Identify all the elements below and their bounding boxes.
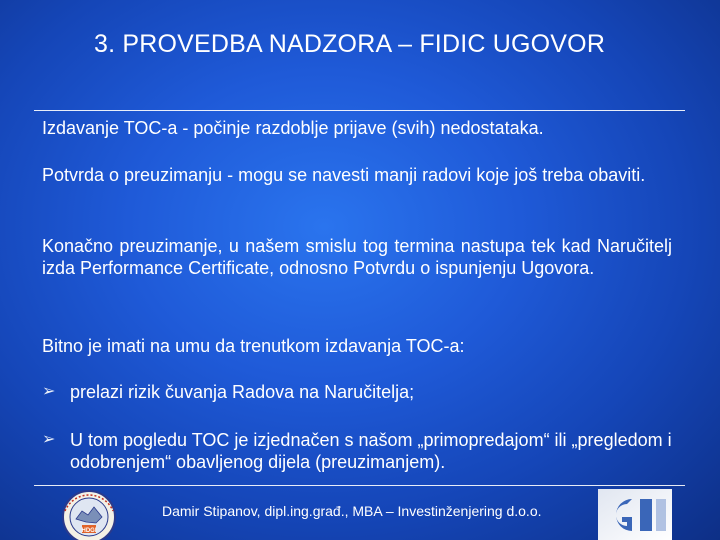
arrow-bullet-icon: ➢ — [42, 431, 56, 448]
bullet-text: U tom pogledu TOC je izjednačen s našom „primopredajom“ ili „pregledom i odobrenjem“ obavljenog dijela (preuzimanjem). — [70, 430, 672, 472]
seal-lettering: HDGI — [81, 528, 97, 534]
footer-author: Damir Stipanov, dipl.ing.građ., MBA – Investinženjering d.o.o. — [162, 503, 542, 519]
paragraph-important-note: Bitno je imati na umu da trenutkom izdavanja TOC-a: — [42, 336, 465, 356]
paragraph-toc-issue: Izdavanje TOC-a - počinje razdoblje prijave (svih) nedostataka. — [42, 118, 544, 138]
arrow-bullet-icon: ➢ — [42, 383, 56, 400]
slide-title: 3. PROVEDBA NADZORA – FIDIC UGOVOR — [94, 30, 606, 58]
paragraph-takeover-certificate: Potvrda o preuzimanju - mogu se navesti manji radovi koje još treba obaviti. — [42, 165, 646, 185]
bullet-text: prelazi rizik čuvanja Radova na Naručitelja; — [70, 382, 415, 402]
association-seal-logo — [52, 489, 126, 540]
footer-divider — [34, 485, 685, 486]
paragraph-final-takeover: Konačno preuzimanje, u našem smislu tog termina nastupa tek kad Naručitelj izda Performance Certificate, odnosno Potvrdu o ispunjenju Ugovora. — [42, 236, 672, 278]
gi-company-logo — [598, 489, 672, 540]
title-divider — [34, 110, 685, 111]
